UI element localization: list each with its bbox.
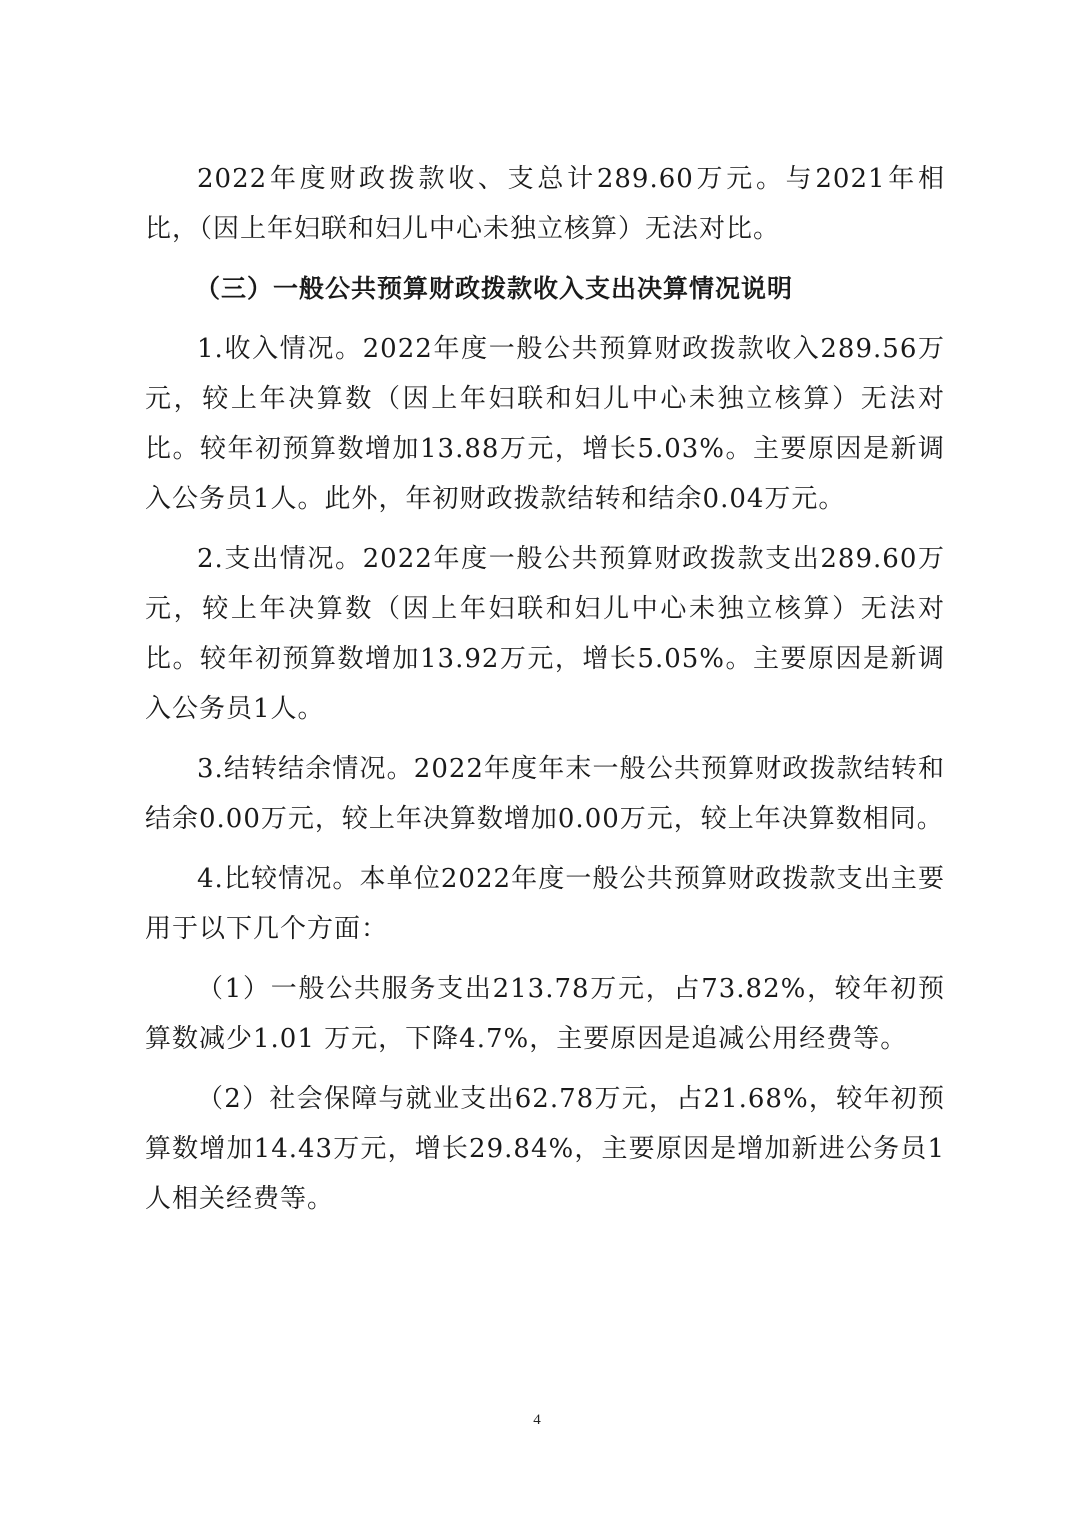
paragraph-social-security: （2）社会保障与就业支出62.78万元，占21.68%，较年初预算数增加14.43万元，增长29.84%，主要原因是增加新进公务员1人相关经费等。 (145, 1084, 945, 1214)
paragraph-expenditure: 2.支出情况。2022年度一般公共预算财政拨款支出289.60万元，较上年决算数（因上年妇联和妇儿中心未独立核算）无法对比。较年初预算数增加13.92万元，增长5.05%。主要原因是新调入公务员1人。 (145, 544, 945, 724)
paragraph-carryover: 3.结转结余情况。2022年度年末一般公共预算财政拨款结转和结余0.00万元，较上年决算数增加0.00万元，较上年决算数相同。 (145, 754, 945, 834)
paragraph-total-funding: 2022年度财政拨款收、支总计289.60万元。与2021年相比，（因上年妇联和妇儿中心未独立核算）无法对比。 (145, 164, 945, 244)
section-heading-general-budget: （三）一般公共预算财政拨款收入支出决算情况说明 (195, 274, 794, 303)
paragraph-income: 1.收入情况。2022年度一般公共预算财政拨款收入289.56万元，较上年决算数（因上年妇联和妇儿中心未独立核算）无法对比。较年初预算数增加13.88万元，增长5.03%。主要原因是新调入公务员1人。此外，年初财政拨款结转和结余0.04万元。 (145, 334, 945, 514)
body-text (145, 154, 945, 1234)
paragraph-public-services: （1）一般公共服务支出213.78万元，占73.82%，较年初预算数减少1.01 万元，下降4.7%，主要原因是追减公用经费等。 (145, 974, 945, 1054)
paragraph-comparison: 4.比较情况。本单位2022年度一般公共预算财政拨款支出主要用于以下几个方面： (145, 864, 945, 944)
page-number: 4 (533, 1412, 541, 1428)
